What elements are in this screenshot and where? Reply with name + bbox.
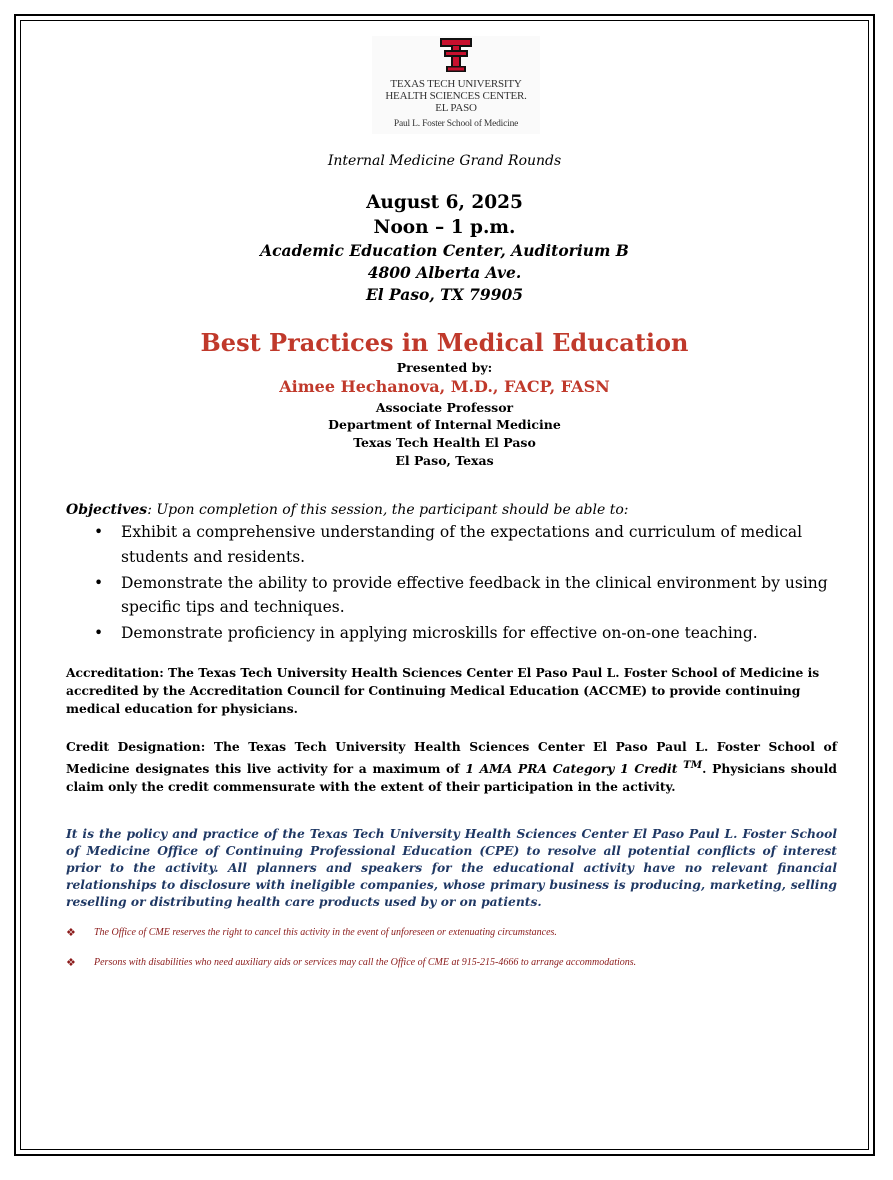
- objectives-heading: [66, 502, 629, 518]
- objectives-list: [66, 520, 836, 647]
- bullet-icon: •: [94, 523, 104, 541]
- accreditation-label: Accreditation:: [66, 665, 164, 680]
- speaker-location: El Paso, Texas: [395, 453, 494, 468]
- objectives-label: Objectives: [66, 502, 148, 518]
- list-item: [66, 621, 836, 646]
- objective-text: Demonstrate the ability to provide effective feedback in the clinical environment by using specific tips and techniques.: [121, 573, 828, 616]
- logo-line-2: HEALTH SCIENCES CENTER.: [385, 90, 527, 102]
- objective-text: Demonstrate proficiency in applying microskills for effective on-on-one teaching.: [121, 624, 758, 642]
- accreditation-statement: [66, 664, 837, 718]
- speaker-institution: Texas Tech Health El Paso: [353, 435, 536, 450]
- ttuhsc-logo: [372, 36, 540, 134]
- speaker-position: Associate Professor: [375, 400, 514, 415]
- credit-name: 1 AMA PRA Category 1 Credit: [465, 761, 678, 777]
- bullet-icon: •: [94, 624, 104, 642]
- objective-text: Exhibit a comprehensive understanding of the expectations and curriculum of medical students and residents.: [121, 523, 803, 566]
- bullet-icon: •: [94, 573, 104, 592]
- logo-line-1: TEXAS TECH UNIVERSITY: [390, 78, 522, 90]
- talk-title: Best Practices in Medical Education: [200, 328, 689, 357]
- speaker-name: Aimee Hechanova, M.D., FACP, FASN: [279, 377, 610, 396]
- note-text: Persons with disabilities who need auxiliary aids or services may call the Office of CME at 915-215-4666 to arrange accommodations.: [94, 957, 637, 968]
- presented-by-label: Presented by:: [396, 360, 493, 375]
- credit-text-2: . Physicians should claim only the credit commensurate with the extent of their participation in the activity.: [66, 761, 837, 795]
- event-series: Internal Medicine Grand Rounds: [327, 153, 562, 169]
- list-item: [66, 520, 836, 569]
- objectives-intro: : Upon completion of this session, the participant should be able to:: [147, 502, 629, 518]
- diamond-bullet-icon: ❖: [66, 957, 76, 969]
- event-venue: Academic Education Center, Auditorium B: [260, 241, 629, 260]
- event-time: Noon – 1 p.m.: [373, 217, 516, 238]
- conflict-policy: It is the policy and practice of the Texas Tech University Health Sciences Center El Paso Paul L. Foster School of Medicine Office of Continuing Professional Education (CPE) to resolve all potential conflicts of interest prior to the activity. All planners and speakers for the educational activity have no relevant financial relationships to disclosure with ineligible companies, whose primary business is producing, marketing, selling reselling or distributing health care products used by or on patients.: [66, 826, 837, 909]
- credit-label: Credit Designation: [66, 739, 201, 754]
- credit-text-1: : The Texas Tech University Health Sciences Center El Paso Paul L. Foster School of Medicine designates this live activity for a maximum of: [66, 739, 837, 777]
- note-text: The Office of CME reserves the right to cancel this activity in the event of unforeseen or extenuating circumstances.: [94, 927, 557, 938]
- speaker-department: Department of Internal Medicine: [328, 417, 561, 432]
- logo-line-3: EL PASO: [435, 102, 477, 114]
- event-address-city: El Paso, TX 79905: [365, 285, 524, 304]
- logo-line-4: Paul L. Foster School of Medicine: [393, 119, 519, 129]
- list-item: [66, 571, 836, 620]
- trademark: TM: [683, 759, 703, 771]
- credit-designation-statement: [66, 738, 837, 796]
- accreditation-text: The Texas Tech University Health Sciences Center El Paso Paul L. Foster School of Medicine is accredited by the Accreditation Council for Continuing Medical Education (ACCME) to provide continuing medical education for physicians.: [66, 665, 820, 716]
- event-date: August 6, 2025: [366, 192, 523, 213]
- diamond-bullet-icon: ❖: [66, 927, 76, 939]
- double-t-icon: [438, 36, 474, 74]
- event-address-street: 4800 Alberta Ave.: [367, 263, 522, 282]
